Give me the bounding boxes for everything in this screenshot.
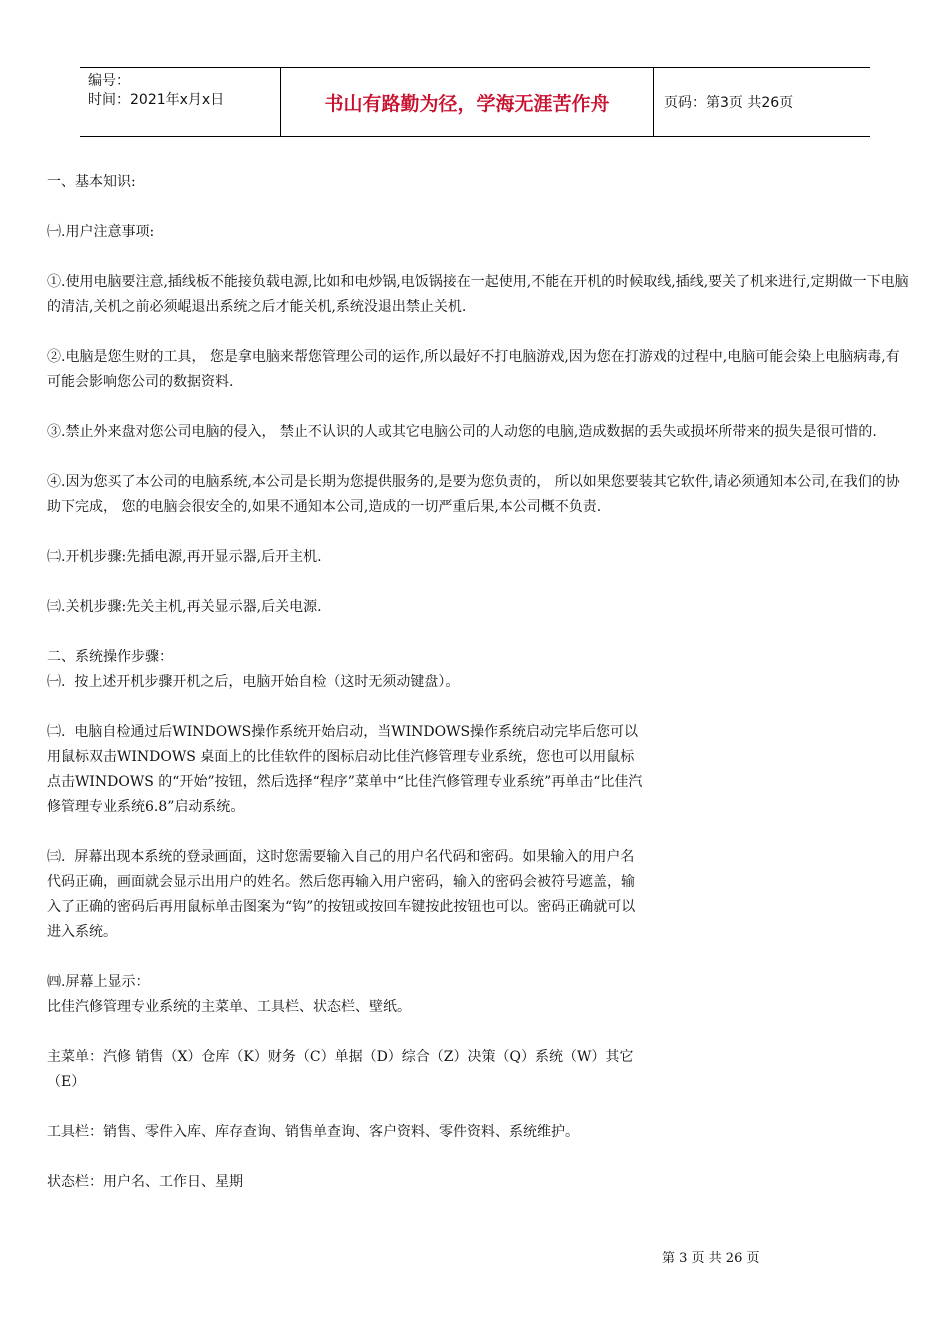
header-page-label: 页码：第3页 共26页	[664, 95, 794, 111]
subsection-1-title: ㈠.用户注意事项:	[47, 224, 155, 240]
section-2-title: 二、系统操作步骤：	[47, 649, 173, 665]
header-meta-cell	[80, 68, 281, 136]
document-body	[47, 170, 909, 1195]
number-label: 编号：	[88, 73, 130, 89]
operation-step-1: ㈠. 按上述开机步骤开机之后，电脑开始自检（这时无须动键盘）。	[47, 674, 460, 690]
note-3: ③.禁止外来盘对您公司电脑的侵入， 禁止不认识的人或其它电脑公司的人动您的电脑,造成数据的丢失或损坏所带来的损失是很可惜的.	[47, 424, 877, 440]
note-2: ②.电脑是您生财的工具， 您是拿电脑来帮您管理公司的运作,所以最好不打电脑游戏,因为您在打游戏的过程中,电脑可能会染上电脑病毒,有可能会影响您公司的数据资料.	[47, 349, 900, 390]
motto-text: 书山有路勤为径，学海无涯苦作舟	[324, 92, 610, 115]
note-1: ①.使用电脑要注意,插线板不能接负载电源,比如和电炒锅,电饭锅接在一起使用,不能在开机的时候取线,插线,要关了机来进行,定期做一下电脑的清洁,关机之前必须崐退出系统之后才能关机,系统没退出禁止关机.	[47, 274, 909, 315]
operation-step-3: ㈢. 屏幕出现本系统的登录画面，这时您需要输入自己的用户名代码和密码。如果输入的用户名代码正确，画面就会显示出用户的姓名。然后您再输入用户密码，输入的密码会被符号遮盖，输入了正确的密码后再用鼠标单击图案为“钩”的按钮或按回车键按此按钮也可以。密码正确就可以进入系统。	[47, 849, 636, 940]
main-menu-description: 主菜单：汽修 销售（X）仓库（K）财务（C）单据（D）综合（Z）决策（Q）系统（W）其它（E）	[47, 1049, 634, 1090]
operation-step-4-title: ㈣.屏幕上显示：	[47, 974, 150, 990]
note-4: ④.因为您买了本公司的电脑系统,本公司是长期为您提供服务的,是要为您负责的， 所以如果您要装其它软件,请必须通知本公司,在我们的协助下完成， 您的电脑会很安全的,如果不通知本公司,造成的一切严重后果,本公司概不负责.	[47, 474, 900, 515]
operation-step-4-text: 比佳汽修管理专业系统的主菜单、工具栏、状态栏、壁纸。	[47, 999, 411, 1015]
power-off-steps: ㈢.关机步骤:先关主机,再关显示器,后关电源.	[47, 599, 322, 615]
power-on-steps: ㈡.开机步骤:先插电源,再开显示器,后开主机.	[47, 549, 322, 565]
document-header	[80, 67, 870, 137]
footer-page-number: 第 3 页 共 26 页	[662, 1251, 760, 1266]
section-1-title: 一、基本知识:	[47, 174, 136, 190]
statusbar-description: 状态栏：用户名、工作日、星期	[47, 1174, 243, 1190]
toolbar-description: 工具栏：销售、零件入库、库存查询、销售单查询、客户资料、零件资料、系统维护。	[47, 1124, 579, 1140]
date-label: 时间：2021年x月x日	[88, 92, 225, 108]
header-motto-cell	[281, 68, 654, 136]
operation-step-2: ㈡. 电脑自检通过后WINDOWS操作系统开始启动，当WINDOWS操作系统启动完毕后您可以用鼠标双击WINDOWS 桌面上的比佳软件的图标启动比佳汽修管理专业系统，您也可以用鼠标点击WINDOWS 的“开始”按钮，然后选择“程序”菜单中“比佳汽修管理专业系统”再单击“比佳汽修管理专业系统6.8”启动系统。	[47, 724, 643, 815]
header-page-cell	[654, 68, 870, 136]
